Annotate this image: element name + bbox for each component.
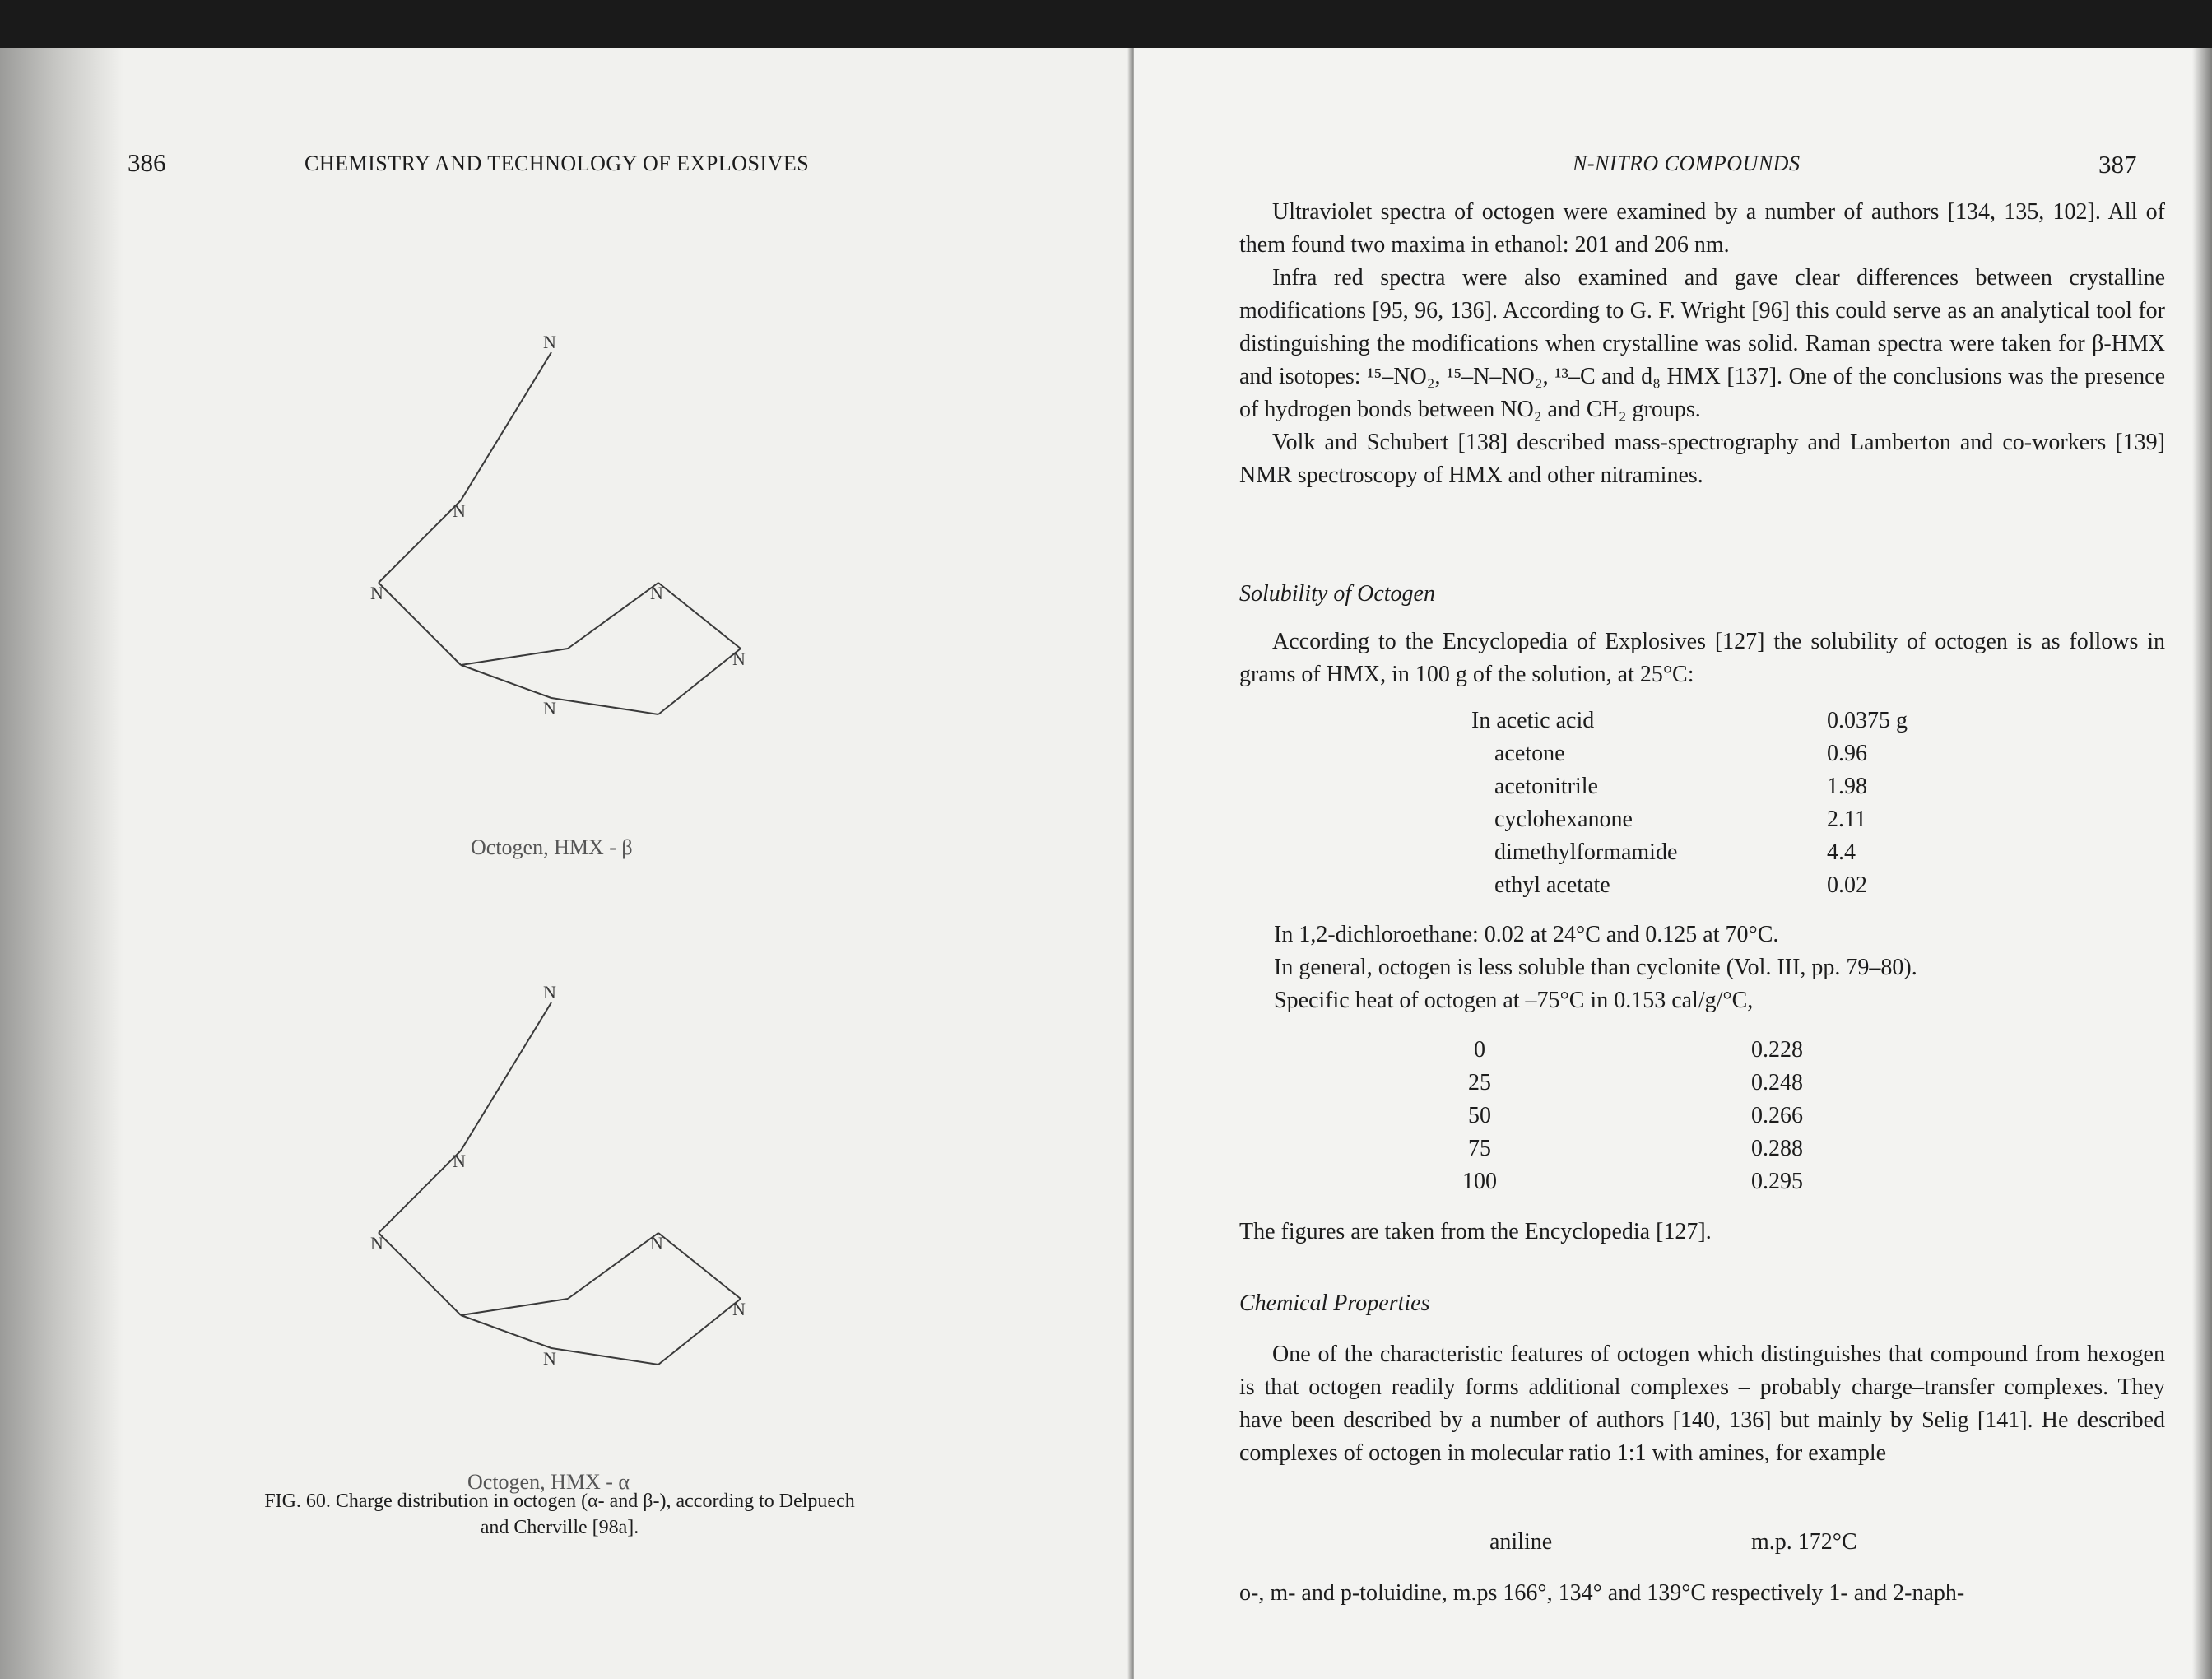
table-cell-value: 0.96 [1827, 741, 1867, 766]
table-cell-solvent: acetone [1494, 741, 1565, 766]
running-head-left: CHEMISTRY AND TECHNOLOGY OF EXPLOSIVES [304, 151, 810, 175]
heat-table-temp: 75 [1468, 1136, 1491, 1161]
table-cell-solvent: dimethylformamide [1494, 840, 1678, 865]
text-block-spectra [1239, 196, 2165, 492]
molecule-label-alpha: Octogen, HMX - α [467, 1470, 630, 1494]
line-dichloroethane: In 1,2-dichloroethane: 0.02 at 24°C and 0.125 at 70°C. [1274, 922, 1779, 947]
running-head-right: N-NITRO COMPOUNDS [1573, 151, 1801, 175]
molecule-diagram-alpha [304, 920, 881, 1430]
heat-table-temp: 50 [1468, 1103, 1491, 1128]
paragraph-ir-spectra: Infra red spectra were also examined and gave clear differences between crystalline modifications [95, 96, 136]. According to G. F. Wright [96] this could serve as an analytical tool for distinguishing the modifications when crystalline was solid. Raman spectra were taken for β-HMX and isotopes: ¹⁵–NO₂, ¹⁵–N–NO₂, ¹³–C and d₈ HMX [137]. One of the conclusions was the presence of hydrogen bonds between NO₂ and CH₂ groups. [1239, 265, 2165, 422]
svg-text:N: N [543, 1348, 556, 1369]
svg-text:N: N [453, 1151, 466, 1171]
table-cell-value: 0.0375 g [1827, 708, 1908, 733]
svg-text:N: N [370, 1233, 383, 1253]
table-cell-value: 0.02 [1827, 872, 1867, 898]
figure-caption-line1: FIG. 60. Charge distribution in octogen (α- and β-), according to Delpuech [264, 1491, 855, 1512]
molecule-diagram-beta [304, 270, 881, 780]
right-edge-shadow [2192, 48, 2212, 1679]
svg-text:N: N [370, 583, 383, 603]
paragraph-complexes: One of the characteristic features of octogen which distinguishes that compound from hexogen is that octogen readily forms additional complexes – probably charge–transfer complexes. They have been described by a number of authors [140, 136] but mainly by Selig [141]. He described complexes of octogen in molecular ratio 1:1 with amines, for example [1239, 1342, 2165, 1466]
table-cell-value: 2.11 [1827, 807, 1866, 832]
paragraph-mass-spectrography: Volk and Schubert [138] described mass-spectrography and Lamberton and co-workers [139] NMR spectroscopy of HMX and other nitramines. [1239, 430, 2165, 488]
molecule-label-beta: Octogen, HMX - β [471, 835, 633, 859]
table-cell-solvent: acetonitrile [1494, 774, 1598, 799]
heat-table-value: 0.266 [1751, 1103, 1803, 1128]
text-block-solubility [1239, 626, 2165, 691]
binding-shadow [0, 48, 123, 1679]
section-heading-solubility: Solubility of Octogen [1239, 581, 1435, 607]
line-figures-source: The figures are taken from the Encyclopedia [127]. [1239, 1219, 1712, 1244]
svg-text:N: N [650, 1233, 663, 1253]
line-specific-heat: Specific heat of octogen at –75°C in 0.153 cal/g/°C, [1274, 988, 1754, 1013]
table-cell-solvent: cyclohexanone [1494, 807, 1633, 832]
svg-text:N: N [543, 332, 556, 352]
paragraph-uv-spectra: Ultraviolet spectra of octogen were examined by a number of authors [134, 135, 102]. All of them found two maxima in ethanol: 201 and 206 nm. [1239, 199, 2165, 258]
paragraph-solubility-intro: According to the Encyclopedia of Explosives [127] the solubility of octogen is as follows in grams of HMX, in 100 g of the solution, at 25°C: [1239, 629, 2165, 687]
svg-text:N: N [543, 982, 556, 1002]
table-cell-solvent: In acetic acid [1471, 708, 1595, 733]
left-page [0, 48, 1134, 1679]
heat-table-value: 0.288 [1751, 1136, 1803, 1161]
heat-table-temp: 25 [1468, 1070, 1491, 1095]
table-cell-value: 4.4 [1827, 840, 1856, 865]
page-number-left: 386 [128, 148, 166, 177]
figure-caption [177, 1488, 942, 1541]
line-general-solubility: In general, octogen is less soluble than cyclonite (Vol. III, pp. 79–80). [1274, 955, 1917, 980]
heat-table-value: 0.248 [1751, 1070, 1803, 1095]
line-toluidine: o-, m- and p-toluidine, m.ps 166°, 134° and 139°C respectively 1- and 2-naph- [1239, 1580, 1965, 1606]
heat-table-value: 0.295 [1751, 1169, 1803, 1194]
svg-text:N: N [650, 583, 663, 603]
heat-table-value: 0.228 [1751, 1037, 1803, 1063]
figure-caption-line2: and Cherville [98a]. [480, 1517, 639, 1538]
right-page [1134, 48, 2212, 1679]
heat-table-temp: 0 [1474, 1037, 1485, 1063]
heat-table-temp: 100 [1462, 1169, 1497, 1194]
text-block-chemical [1239, 1338, 2165, 1470]
svg-text:N: N [453, 500, 466, 521]
page-number-right: 387 [2098, 150, 2137, 179]
svg-text:N: N [543, 698, 556, 719]
aniline-melting-point: m.p. 172°C [1751, 1529, 1857, 1555]
svg-text:N: N [732, 1299, 746, 1319]
aniline-name: aniline [1489, 1529, 1553, 1555]
scanner-top-edge [0, 0, 2212, 51]
svg-text:N: N [732, 649, 746, 669]
table-cell-solvent: ethyl acetate [1494, 872, 1610, 898]
table-cell-value: 1.98 [1827, 774, 1867, 799]
section-heading-chemical: Chemical Properties [1239, 1291, 1430, 1316]
